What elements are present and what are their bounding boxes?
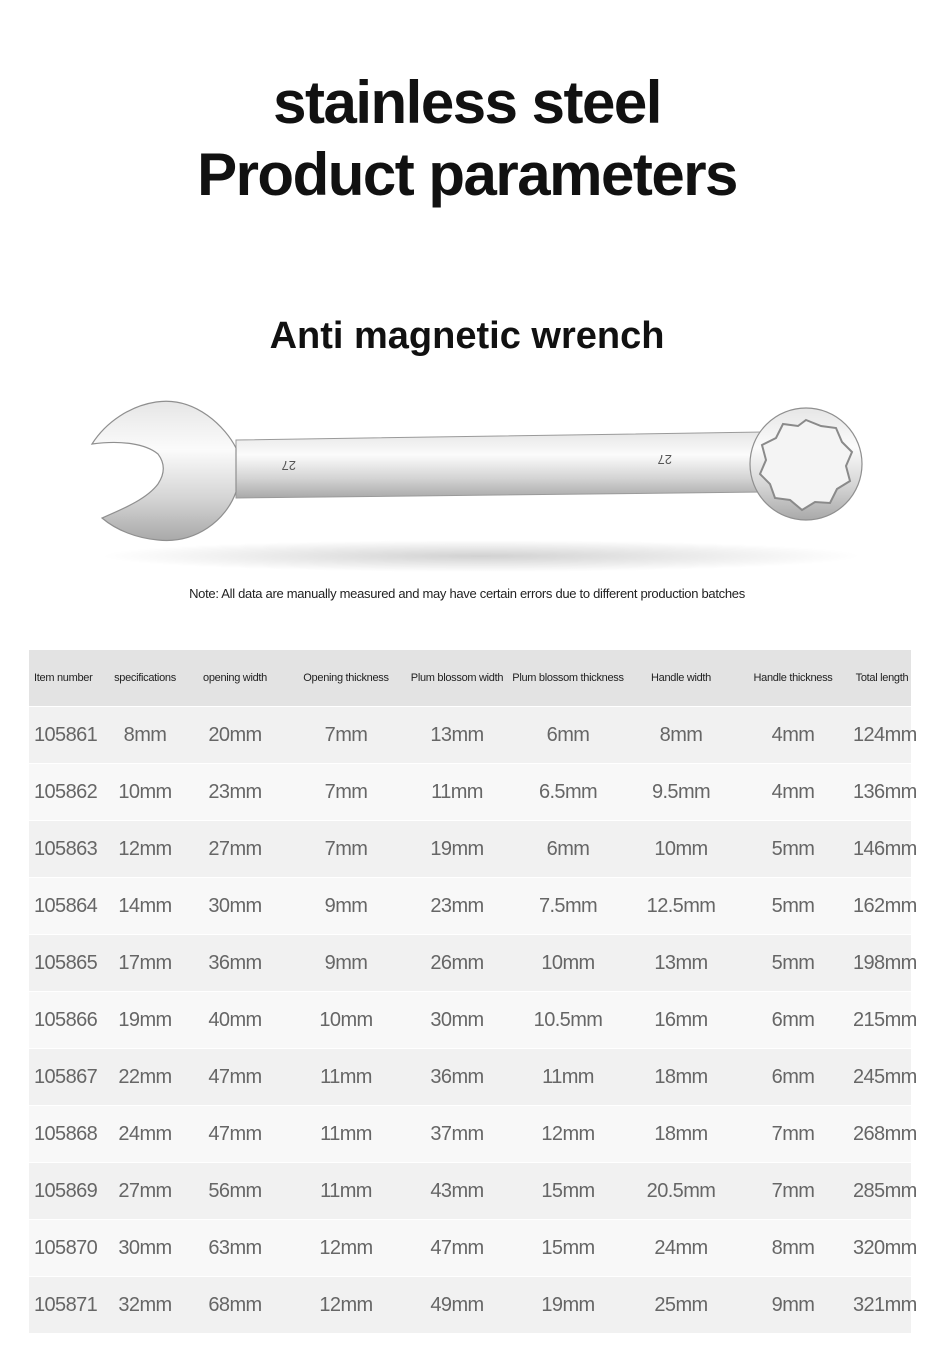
table-cell: 9mm <box>733 1277 853 1334</box>
wrench-marking-left: 27 <box>281 458 296 473</box>
table-cell: 23mm <box>185 764 285 821</box>
table-cell: 7.5mm <box>507 878 629 935</box>
table-cell: 105870 <box>29 1220 105 1277</box>
table-cell: 10mm <box>507 935 629 992</box>
title-line-1: stainless steel <box>273 69 661 136</box>
table-row <box>29 707 911 764</box>
table-cell: 105861 <box>29 707 105 764</box>
table-cell: 63mm <box>185 1220 285 1277</box>
wrench-marking-right: 27 <box>657 452 672 467</box>
table-cell: 285mm <box>853 1163 911 1220</box>
table-cell: 15mm <box>507 1220 629 1277</box>
table-cell: 10mm <box>105 764 185 821</box>
table-body <box>29 707 917 1334</box>
table-cell: 19mm <box>105 992 185 1049</box>
table-cell: 56mm <box>185 1163 285 1220</box>
table-cell: 43mm <box>407 1163 507 1220</box>
table-row <box>29 764 911 821</box>
table-cell: 11mm <box>285 1163 407 1220</box>
table-cell: 245mm <box>853 1049 911 1106</box>
table-cell: 10mm <box>629 821 733 878</box>
table-row <box>29 878 911 935</box>
column-header: Handle width <box>629 650 733 707</box>
column-header: Opening thickness <box>285 650 407 707</box>
table-row <box>29 1277 911 1334</box>
table-cell: 105862 <box>29 764 105 821</box>
table-cell: 136mm <box>853 764 911 821</box>
table-cell: 11mm <box>507 1049 629 1106</box>
table-cell: 18mm <box>629 1049 733 1106</box>
table-cell: 8mm <box>629 707 733 764</box>
table-cell: 12mm <box>507 1106 629 1163</box>
table-cell: 27mm <box>105 1163 185 1220</box>
table-cell: 9.5mm <box>629 764 733 821</box>
table-cell: 16mm <box>629 992 733 1049</box>
table-cell: 7mm <box>285 707 407 764</box>
measurement-note: Note: All data are manually measured and may have certain errors due to different production batches <box>189 586 745 601</box>
table-cell: 49mm <box>407 1277 507 1334</box>
table-cell: 30mm <box>185 878 285 935</box>
column-header: Plum blossom thickness <box>507 650 629 707</box>
table-cell: 47mm <box>185 1106 285 1163</box>
table-cell: 47mm <box>185 1049 285 1106</box>
table-cell: 10mm <box>285 992 407 1049</box>
table-cell: 24mm <box>629 1220 733 1277</box>
table-cell: 105866 <box>29 992 105 1049</box>
table-cell: 30mm <box>407 992 507 1049</box>
table-cell: 30mm <box>105 1220 185 1277</box>
table-cell: 12.5mm <box>629 878 733 935</box>
table-cell: 12mm <box>285 1277 407 1334</box>
title-line-2: Product parameters <box>197 141 737 208</box>
wrench-image <box>86 388 876 578</box>
table-header-row <box>29 650 911 707</box>
table-cell: 15mm <box>507 1163 629 1220</box>
table-cell: 68mm <box>185 1277 285 1334</box>
table-cell: 105867 <box>29 1049 105 1106</box>
table-cell: 105869 <box>29 1163 105 1220</box>
product-subtitle: Anti magnetic wrench <box>269 315 665 357</box>
table-cell: 11mm <box>285 1049 407 1106</box>
table-cell: 12mm <box>285 1220 407 1277</box>
table-cell: 22mm <box>105 1049 185 1106</box>
table-cell: 10.5mm <box>507 992 629 1049</box>
column-header: specifications <box>105 650 185 707</box>
table-cell: 321mm <box>853 1277 911 1334</box>
column-header: Total length <box>853 650 911 707</box>
table-cell: 162mm <box>853 878 911 935</box>
table-cell: 6.5mm <box>507 764 629 821</box>
table-cell: 12mm <box>105 821 185 878</box>
table-cell: 7mm <box>733 1106 853 1163</box>
table-cell: 6mm <box>733 992 853 1049</box>
column-header: Handle thickness <box>733 650 853 707</box>
table-cell: 8mm <box>105 707 185 764</box>
table-cell: 9mm <box>285 935 407 992</box>
table-cell: 7mm <box>733 1163 853 1220</box>
table-cell: 20mm <box>185 707 285 764</box>
table-cell: 40mm <box>185 992 285 1049</box>
table-cell: 11mm <box>407 764 507 821</box>
table-cell: 36mm <box>185 935 285 992</box>
table-row <box>29 935 911 992</box>
table-row <box>29 1220 911 1277</box>
table-cell: 32mm <box>105 1277 185 1334</box>
table-row <box>29 1106 911 1163</box>
table-cell: 5mm <box>733 878 853 935</box>
table-cell: 198mm <box>853 935 911 992</box>
table-row <box>29 992 911 1049</box>
table-cell: 105865 <box>29 935 105 992</box>
table-cell: 27mm <box>185 821 285 878</box>
column-header: Plum blossom width <box>407 650 507 707</box>
table-cell: 25mm <box>629 1277 733 1334</box>
table-cell: 320mm <box>853 1220 911 1277</box>
table-row <box>29 1163 911 1220</box>
parameters-table <box>29 650 917 1333</box>
table-cell: 105871 <box>29 1277 105 1334</box>
table-cell: 7mm <box>285 764 407 821</box>
column-header: Item number <box>29 650 105 707</box>
table-cell: 24mm <box>105 1106 185 1163</box>
table-cell: 215mm <box>853 992 911 1049</box>
table-cell: 124mm <box>853 707 911 764</box>
table-cell: 6mm <box>507 821 629 878</box>
table-cell: 13mm <box>407 707 507 764</box>
table-row <box>29 1049 911 1106</box>
table-cell: 20.5mm <box>629 1163 733 1220</box>
table-cell: 7mm <box>285 821 407 878</box>
table-cell: 268mm <box>853 1106 911 1163</box>
table-cell: 105863 <box>29 821 105 878</box>
table-cell: 4mm <box>733 764 853 821</box>
table-cell: 13mm <box>629 935 733 992</box>
table-cell: 6mm <box>507 707 629 764</box>
table-cell: 11mm <box>285 1106 407 1163</box>
table-cell: 8mm <box>733 1220 853 1277</box>
table-cell: 18mm <box>629 1106 733 1163</box>
table-cell: 5mm <box>733 821 853 878</box>
table-cell: 105868 <box>29 1106 105 1163</box>
table-cell: 146mm <box>853 821 911 878</box>
table-cell: 5mm <box>733 935 853 992</box>
table-cell: 19mm <box>507 1277 629 1334</box>
table-cell: 14mm <box>105 878 185 935</box>
table-cell: 23mm <box>407 878 507 935</box>
table-cell: 19mm <box>407 821 507 878</box>
table-cell: 17mm <box>105 935 185 992</box>
column-header: opening width <box>185 650 285 707</box>
table-row <box>29 821 911 878</box>
table-cell: 47mm <box>407 1220 507 1277</box>
table-cell: 105864 <box>29 878 105 935</box>
table-cell: 37mm <box>407 1106 507 1163</box>
table-cell: 26mm <box>407 935 507 992</box>
table-cell: 6mm <box>733 1049 853 1106</box>
table-cell: 9mm <box>285 878 407 935</box>
table-cell: 4mm <box>733 707 853 764</box>
table-cell: 36mm <box>407 1049 507 1106</box>
